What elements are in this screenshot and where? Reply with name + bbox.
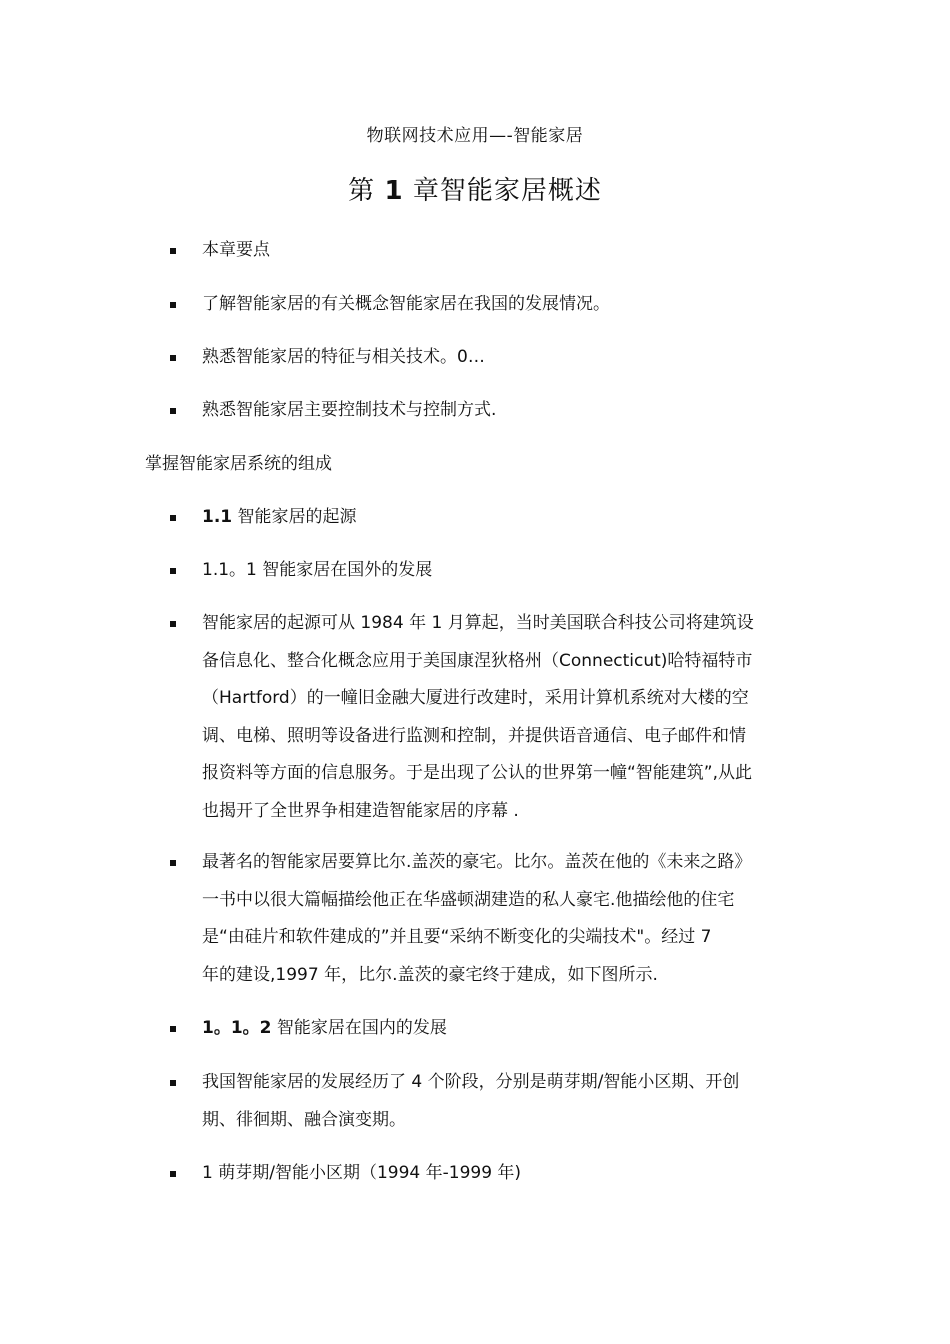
bullet-square-icon: [170, 1171, 176, 1177]
bullet-text: 本章要点: [202, 240, 270, 260]
chapter-prefix: 第: [348, 176, 376, 206]
document-title: 物联网技术应用—-智能家居: [366, 126, 584, 146]
bullet-square-icon: [170, 355, 176, 361]
chapter-number: 1: [384, 176, 404, 206]
bullet-understand: [170, 286, 810, 324]
bullet-square-icon: [170, 1026, 176, 1032]
section-heading-text: [202, 499, 810, 537]
paragraph-text: [202, 605, 810, 830]
bullet-text: 了解智能家居的有关概念智能家居在我国的发展情况。: [202, 294, 610, 314]
section-number: 1。1。2: [202, 1018, 272, 1038]
paragraph-line: 年的建设,1997 年，比尔.盖茨的豪宅终于建成，如下图所示.: [202, 964, 658, 985]
bullet-square-icon: [170, 860, 176, 866]
section-number: 1.1: [202, 507, 233, 527]
paragraph-domestic: [170, 1064, 810, 1139]
bullet-square-icon: [170, 1080, 176, 1086]
paragraph-line: 是“由硅片和软件建成的”并且要“采纳不断变化的尖端技术"。经过 7: [202, 927, 712, 947]
paragraph-line: 也揭开了全世界争相建造智能家居的序幕 .: [202, 800, 519, 821]
section-heading-text: 1.1。1 智能家居在国外的发展: [202, 560, 433, 580]
paragraph-line: 备信息化、整合化概念应用于美国康涅狄格州（Connecticut)哈特福特市: [202, 650, 753, 671]
section-1-1-2-heading: [170, 1010, 810, 1048]
paragraph-line: 我国智能家居的发展经历了 4 个阶段，分别是萌芽期/智能小区期、开创: [202, 1072, 740, 1092]
bullet-square-icon: [170, 302, 176, 308]
paragraph-gates: [170, 844, 810, 994]
paragraph-origin: [170, 605, 810, 830]
paragraph-line: 期、徘徊期、融合演变期。: [202, 1109, 406, 1130]
section-heading-text: [202, 1010, 810, 1048]
bullet-familiar-control: [170, 392, 810, 430]
section-1-1-heading: [170, 499, 810, 537]
paragraph-line: 报资料等方面的信息服务。于是出现了公认的世界第一幢“智能建筑”,从此: [202, 763, 753, 783]
bullet-familiar-features: [170, 339, 810, 377]
bullet-square-icon: [170, 408, 176, 414]
paragraph-text: [202, 1064, 810, 1139]
paragraph-line: 智能家居的起源可从 1984 年 1 月算起，当时美国联合科技公司将建筑设: [202, 613, 754, 633]
bullet-text: 1 萌芽期/智能小区期（1994 年-1999 年): [202, 1163, 522, 1183]
paragraph-line: 一书中以很大篇幅描绘他正在华盛顿湖建造的私人豪宅.他描绘他的住宅: [202, 889, 735, 910]
bullet-square-icon: [170, 621, 176, 627]
bullet-square-icon: [170, 248, 176, 254]
master-composition-line: 掌握智能家居系统的组成: [145, 454, 332, 474]
paragraph-line: （Hartford）的一幢旧金融大厦进行改建时，采用计算机系统对大楼的空: [202, 688, 749, 708]
bullet-square-icon: [170, 568, 176, 574]
bullet-key-points: [170, 232, 810, 270]
section-title: 智能家居在国内的发展: [271, 1018, 447, 1038]
paragraph-line: 最著名的智能家居要算比尔.盖茨的豪宅。比尔。盖茨在他的《未来之路》: [202, 852, 752, 872]
section-title: 智能家居的起源: [232, 507, 357, 527]
bullet-text: 熟悉智能家居的特征与相关技术。0…: [202, 347, 485, 367]
bullet-text: 熟悉智能家居主要控制技术与控制方式.: [202, 400, 497, 420]
stage-1-line: [170, 1155, 810, 1193]
bullet-square-icon: [170, 515, 176, 521]
section-1-1-1-heading: [170, 552, 810, 590]
paragraph-text: [202, 844, 810, 994]
chapter-heading: [0, 170, 950, 207]
chapter-title-text: 章智能家居概述: [412, 176, 602, 206]
paragraph-line: 调、电梯、照明等设备进行监测和控制，并提供语音通信、电子邮件和情: [202, 725, 746, 746]
